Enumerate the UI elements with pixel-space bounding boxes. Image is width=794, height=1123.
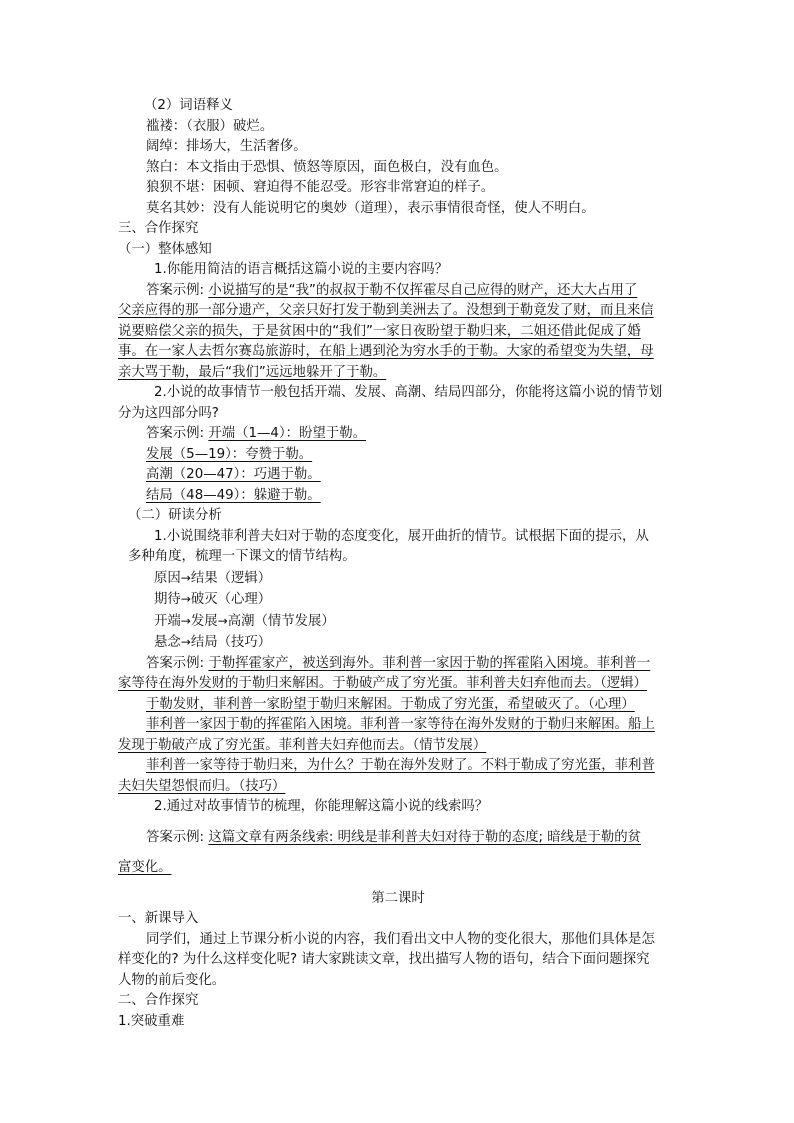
- underlined-answer: 小说描写的是“我”的叔叔于勒不仅挥霍尽自己应得的财产，还大大占用了: [208, 282, 638, 298]
- arrow-right-icon: →: [217, 613, 228, 628]
- line-text: 1.你能用简洁的语言概括这篇小说的主要内容吗？: [154, 262, 448, 277]
- line-text: 2.小说的故事情节一般包括开端、发展、高潮、结局四部分，你能将这篇小说的情节划: [154, 385, 663, 400]
- text-line: [118, 909, 678, 930]
- line-text: 狼狈不堪：困顿、窘迫得不能忍受。形容非常窘迫的样子。: [146, 180, 495, 195]
- text-line: [118, 96, 678, 117]
- underlined-answer: 结局（48—49）：躲避于勒。: [146, 487, 321, 503]
- line-text: 人物的前后变化。: [118, 972, 226, 988]
- line-text: 1.突破重难: [118, 1013, 185, 1029]
- line-text: （一）整体感知: [118, 241, 212, 257]
- flow-step: 破灭（心理）: [190, 592, 272, 607]
- text-line: [118, 695, 678, 716]
- underlined-answer: 说要赔偿父亲的损失，于是贫困中的“我们”一家日夜盼望于勒归来，二姐还借此促成了婚: [118, 323, 641, 339]
- underlined-answer: 发展（5—19）：夸赞于勒。: [146, 446, 313, 462]
- text-line: [118, 858, 678, 879]
- text-line: [118, 117, 678, 138]
- spacer: [118, 879, 678, 889]
- line-text: 多种角度，梳理一下课文的情节结构。: [128, 549, 356, 564]
- text-line: [118, 178, 678, 199]
- line-text: 同学们，通过上节课分析小说的内容，我们看出文中人物的变化很大，那他们具体是怎: [146, 931, 655, 947]
- text-line: [118, 568, 678, 590]
- flow-step: 期待: [154, 592, 181, 607]
- text-line: [118, 363, 678, 384]
- text-line: [118, 281, 678, 302]
- flow-step: 高潮（情节发展）: [227, 613, 335, 629]
- line-text: 三、合作探究: [118, 221, 199, 236]
- underlined-answer: 高潮（20—47）：巧遇于勒。: [146, 467, 321, 482]
- underlined-answer: 菲利普一家因于勒的挥霍陷入困境。菲利普一家等待在海外发财的于勒归来解困。船上: [146, 717, 655, 732]
- text-line: [118, 137, 678, 158]
- line-text: 褴褛：（衣服）破烂。: [146, 118, 274, 134]
- underlined-answer: 于勒发财，菲利普一家盼望于勒归来解困。于勒成了穷光蛋，希望破灭了。（心理）: [146, 696, 635, 712]
- answer-prefix: 答案示例:: [146, 829, 209, 845]
- underlined-answer: 富变化。: [118, 860, 172, 875]
- document-page: [118, 96, 678, 1032]
- answer-prefix: 答案示例:: [146, 282, 209, 298]
- text-line: [118, 797, 678, 818]
- arrow-right-icon: →: [180, 592, 191, 606]
- text-line: [118, 465, 678, 486]
- underlined-answer: 发现于勒破产成了穷光蛋。菲利普夫妇弃他而去。（情节发展）: [118, 737, 487, 753]
- line-text: 第二课时: [371, 890, 425, 906]
- text-line: [118, 736, 678, 757]
- line-text: （二）研读分析: [128, 508, 222, 523]
- line-text: 样变化的? 为什么这样变化呢? 请大家跳读文章，找出描写人物的语句，结合下面问题探究: [118, 952, 650, 967]
- text-line: [118, 240, 678, 261]
- line-text: 二、合作探究: [118, 993, 199, 1008]
- text-line: [118, 301, 678, 322]
- line-text: 一、新课导入: [118, 911, 199, 926]
- text-line: [118, 991, 678, 1012]
- answer-prefix: 答案示例:: [146, 426, 209, 441]
- underlined-answer: 事。在一家人去哲尔赛岛旅游时，在船上遇到沦为穷水手的于勒。大家的希望变为失望，母: [118, 344, 654, 359]
- line-text: 阔绰：排场大，生活奢侈。: [146, 139, 307, 154]
- text-line: [118, 828, 678, 849]
- text-line: [118, 547, 678, 568]
- answer-prefix: 答案示例:: [146, 655, 209, 671]
- underlined-answer: 这篇文章有两条线索: 明线是菲利普夫妇对待于勒的态度; 暗线是于勒的贫: [208, 829, 641, 845]
- text-line: [118, 930, 678, 951]
- flow-step: 开端: [154, 613, 181, 629]
- text-line: [118, 158, 678, 179]
- text-line: [118, 589, 678, 611]
- line-text: （2）词语释义: [144, 98, 233, 113]
- text-line: [118, 322, 678, 343]
- text-line: [118, 674, 678, 695]
- arrow-right-icon: →: [180, 613, 191, 628]
- spacer: [118, 848, 678, 858]
- text-line: [118, 486, 678, 507]
- text-line: [118, 654, 678, 675]
- text-line: [118, 219, 678, 240]
- underlined-answer: 夫妇失望怨恨而归。（技巧）: [118, 778, 286, 794]
- text-line: [118, 950, 678, 971]
- text-line: [118, 889, 678, 910]
- line-text: 2.通过对故事情节的梳理，你能理解这篇小说的线索吗？: [154, 799, 489, 814]
- spacer: [118, 818, 678, 828]
- flow-step: 结果（逻辑）: [190, 570, 272, 586]
- flow-step: 原因: [154, 570, 181, 586]
- underlined-answer: 菲利普一家等待于勒归来，为什么？于勒在海外发财了。不料于勒成了穷光蛋，菲利普: [146, 758, 655, 773]
- underlined-answer: 亲大骂于勒，最后“我们”远远地躲开了于勒。: [118, 364, 387, 380]
- line-text: 1.小说围绕菲利普夫妇对于勒的态度变化，展开曲折的情节。试根据下面的提示，从: [154, 528, 649, 544]
- flow-step: 悬念: [154, 635, 181, 650]
- line-text: 分为这四部分吗?: [118, 405, 219, 421]
- text-line: [118, 199, 678, 220]
- text-line: [118, 445, 678, 466]
- underlined-answer: 家等待在海外发财的于勒归来解困。于勒破产成了穷光蛋。菲利普夫妇弃他而去。（逻辑）: [118, 676, 647, 691]
- flow-step: 结局（技巧）: [190, 635, 272, 650]
- text-line: [118, 777, 678, 798]
- text-line: [118, 383, 678, 404]
- line-text: 煞白：本文指由于恐惧、愤怒等原因，面色极白，没有血色。: [146, 159, 508, 175]
- underlined-answer: 父亲应得的那一部分遗产，父亲只好打发于勒到美洲去了。没想到于勒竟发了财，而且来信: [118, 303, 654, 318]
- arrow-right-icon: →: [180, 635, 191, 649]
- text-line: [118, 715, 678, 736]
- text-line: [118, 506, 678, 527]
- text-line: [118, 756, 678, 777]
- text-line: [118, 424, 678, 445]
- text-line: [118, 632, 678, 654]
- text-line: [118, 527, 678, 548]
- line-text: 莫名其妙：没有人能说明它的奥妙（道理），表示事情很奇怪，使人不明白。: [146, 200, 595, 216]
- underlined-answer: 开端（1—4）：盼望于勒。: [208, 426, 366, 441]
- text-line: [118, 342, 678, 363]
- flow-step: 发展: [190, 613, 218, 629]
- text-line: [118, 1012, 678, 1033]
- text-line: [118, 404, 678, 425]
- arrow-right-icon: →: [180, 570, 191, 585]
- text-line: [118, 260, 678, 281]
- underlined-answer: 于勒挥霍家产，被送到海外。菲利普一家因于勒的挥霍陷入困境。菲利普一: [208, 655, 651, 671]
- text-line: [118, 611, 678, 633]
- text-line: [118, 971, 678, 992]
